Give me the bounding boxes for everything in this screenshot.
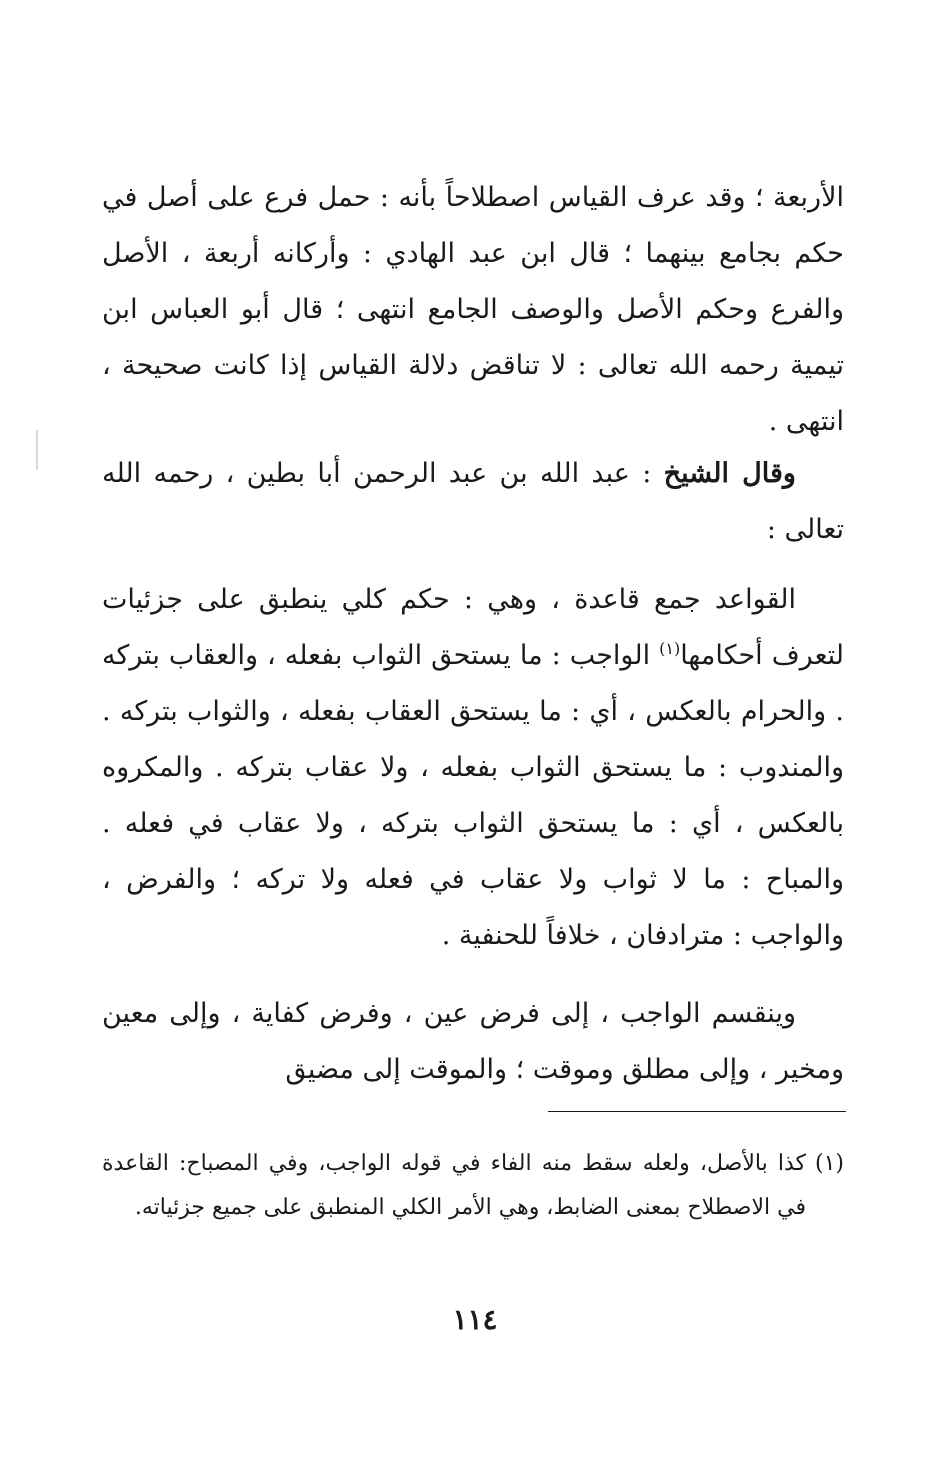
paragraph-text: الأربعة ؛ وقد عرف القياس اصطلاحاً بأنه : حمل فرع على أصل في حكم بجامع بينهما ؛ قال ابن عبد الهادي : وأركانه أربعة ، الأصل والفرع وحكم الأصل والوصف الجامع انتهى ؛ قال أبو العباس ابن تيمية رحمه الله تعالى : لا تناقض دلالة القياس إذا كانت صحيحة ، انتهى . (102, 182, 844, 437)
paragraph-lead: وقال الشيخ (663, 458, 796, 489)
paragraph-text: : عبد الله بن عبد الرحمن أبا بطين ، رحمه الله تعالى : (102, 458, 844, 545)
footnote-reference[interactable]: (١) (659, 639, 681, 658)
paragraph-text: القواعد جمع قاعدة ، وهي : حكم كلي ينطبق على جزئيات لتعرف أحكامها (102, 584, 844, 671)
footnote-text: كذا بالأصل، ولعله سقط منه الفاء في قوله الواجب، وفي المصباح: القاعدة في الاصطلاح بمعنى الضابط، وهي الأمر الكلي المنطبق على جميع جزئياته. (102, 1151, 806, 1220)
footnote (102, 1142, 844, 1230)
paragraph-text-continued: الواجب : ما يستحق الثواب بفعله ، والعقاب بتركه . والحرام بالعكس ، أي : ما يستحق العقاب بفعله ، والثواب بتركه . والمندوب : ما يستحق الثواب بفعله ، ولا عقاب بتركه . والمكروه بالعكس ، أي : ما يستحق الثواب بتركه ، ولا عقاب في فعله . والمباح : ما لا ثواب ولا عقاب في فعله ولا تركه ؛ والفرض ، والواجب : مترادفان ، خلافاً للحنفية . (102, 640, 844, 951)
paragraph-qawaid (102, 572, 844, 964)
footnote-separator (548, 1111, 846, 1112)
footnote-number: (١) (814, 1151, 844, 1176)
paragraph-wajib-division (102, 986, 844, 1098)
paragraph-qiyas (102, 170, 844, 450)
paragraph-text: وينقسم الواجب ، إلى فرض عين ، وفرض كفاية ، وإلى معين ومخير ، وإلى مطلق وموقت ؛ والموقت إلى مضيق (102, 998, 844, 1085)
scan-margin-mark (36, 430, 38, 470)
page-number: ١١٤ (452, 1303, 498, 1336)
paragraph-sheikh-intro (102, 446, 844, 558)
